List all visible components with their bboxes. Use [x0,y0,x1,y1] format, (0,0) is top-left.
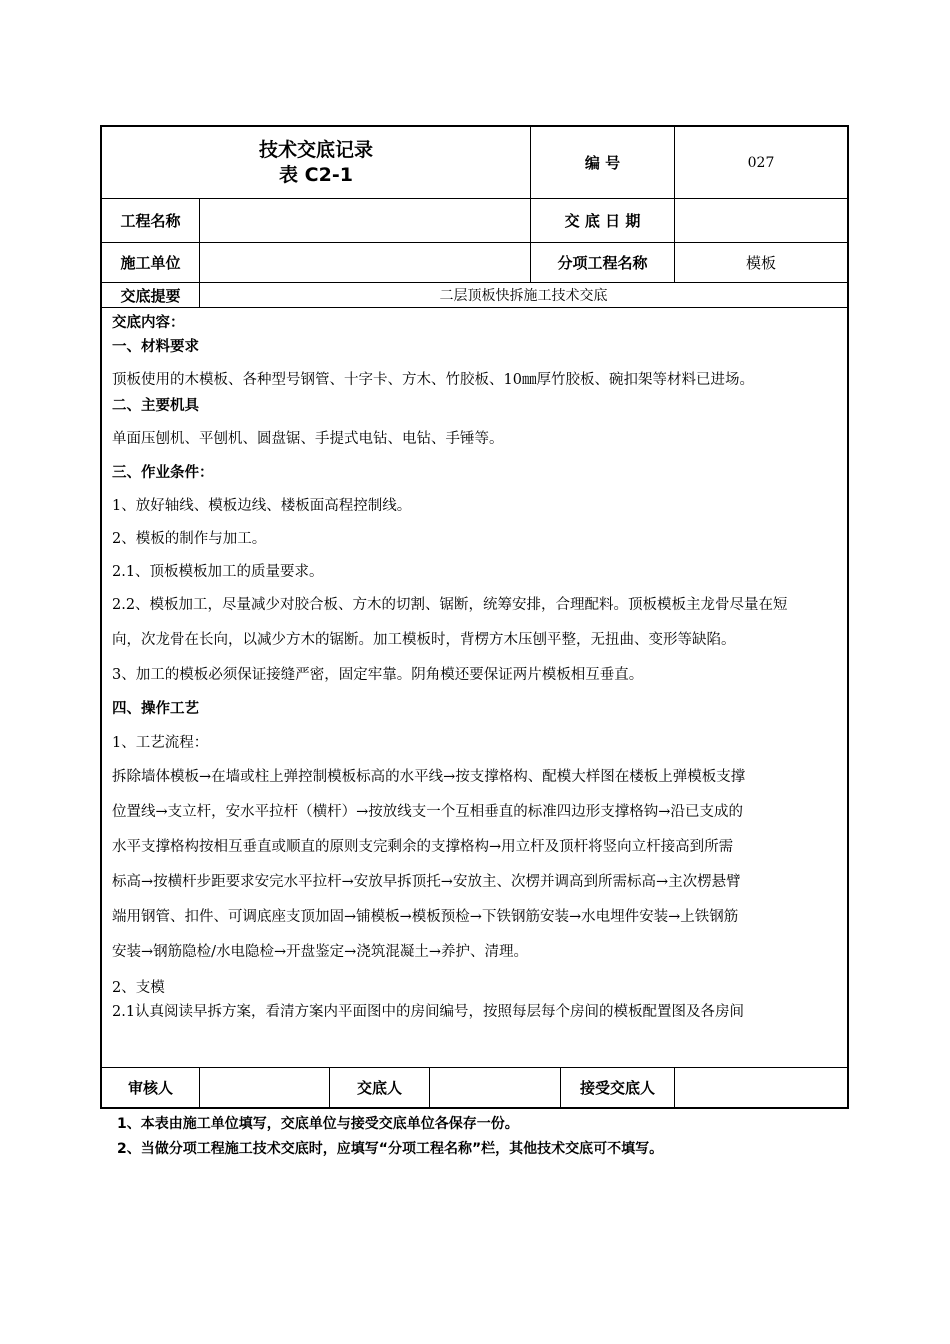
paragraph: 安装→钢筋隐检/水电隐检→开盘鉴定→浇筑混凝土→养护、清理。 [112,944,528,960]
receiver-field[interactable] [675,1068,847,1107]
paragraph: 3、加工的模板必须保证接缝严密，固定牢靠。阴角模还要保证两片模板相互垂直。 [112,667,644,683]
rule [102,307,847,308]
number-value: 027 [747,154,775,171]
summary-label: 交底提要 [120,286,181,305]
sub-project-label: 分项工程名称 [557,254,648,272]
content-heading: 交底内容： [112,315,185,331]
project-name-label: 工程名称 [120,212,181,230]
paragraph: 拆除墙体模板→在墙或柱上弹控制模板标高的水平线→按支撑格构、配模大样图在楼板上弹模板支撑 [112,769,746,785]
paragraph: 2、支模 [112,980,165,996]
form-number-code: 表 C2-1 [279,163,353,186]
reviewer-field[interactable] [200,1068,329,1107]
footnote: 2、当做分项工程施工技术交底时，应填写“分项工程名称”栏，其他技术交底可不填写。 [117,1141,664,1157]
paragraph: 标高→按横杆步距要求安完水平拉杆→安放早拆顶托→安放主、次楞并调高到所需标高→主次楞悬臂 [112,874,741,890]
paragraph: 2.1认真阅读早拆方案，看清方案内平面图中的房间编号，按照每层每个房间的模板配置图及各房间 [112,1004,745,1020]
date-field[interactable] [675,199,847,242]
paragraph: 水平支撑格构按相互垂直或顺直的原则支完剩余的支撑格构→用立杆及顶杆将竖向立杆接高到所需 [112,839,734,855]
paragraph: 2.1、顶板模板加工的质量要求。 [112,564,324,580]
section-title: 一、材料要求 [112,339,199,355]
form-title-text: 技术交底记录 [258,138,373,161]
sub-project-value: 模板 [745,254,776,272]
section-title: 四、操作工艺 [112,701,199,717]
section-title: 三、作业条件： [112,465,214,481]
unit-field[interactable] [200,243,530,282]
paragraph: 1、放好轴线、模板边线、楼板面高程控制线。 [112,498,412,514]
date-label: 交 底 日 期 [564,212,641,230]
disclosure-form [100,125,849,1109]
paragraph: 1、工艺流程： [112,735,209,751]
paragraph: 端用钢管、扣件、可调底座支顶加固→铺模板→模板预检→下铁钢筋安装→水电埋件安装→上铁钢筋 [112,909,739,925]
footnote: 1、本表由施工单位填写，交底单位与接受交底单位各保存一份。 [117,1116,519,1132]
project-name-field[interactable] [200,199,530,242]
discloser-field[interactable] [430,1068,560,1107]
paragraph: 2.2、模板加工，尽量减少对胶合板、方木的切割、锯断，统筹安排，合理配料。顶板模板主龙骨尽量在短 [112,597,788,613]
paragraph: 2、模板的制作与加工。 [112,531,267,547]
form-title [102,127,530,198]
paragraph: 向，次龙骨在长向，以减少方木的锯断。加工模板时，背楞方木压刨平整，无扭曲、变形等缺陷。 [112,632,736,648]
number-label: 编 号 [584,154,621,172]
paragraph: 单面压刨机、平刨机、圆盘锯、手提式电钻、电钻、手锤等。 [112,431,504,447]
summary-value: 二层顶板快拆施工技术交底 [439,288,608,304]
receiver-label: 接受交底人 [579,1079,655,1097]
unit-label: 施工单位 [120,254,181,272]
section-title: 二、主要机具 [112,398,199,414]
reviewer-label: 审核人 [127,1079,173,1097]
paragraph: 顶板使用的木模板、各种型号钢管、十字卡、方木、竹胶板、10㎜厚竹胶板、碗扣架等材料已进场。 [112,372,754,388]
discloser-label: 交底人 [356,1079,402,1097]
paragraph: 位置线→支立杆，安水平拉杆（横杆）→按放线支一个互相垂直的标准四边形支撑格钩→沿已支成的 [112,804,743,820]
